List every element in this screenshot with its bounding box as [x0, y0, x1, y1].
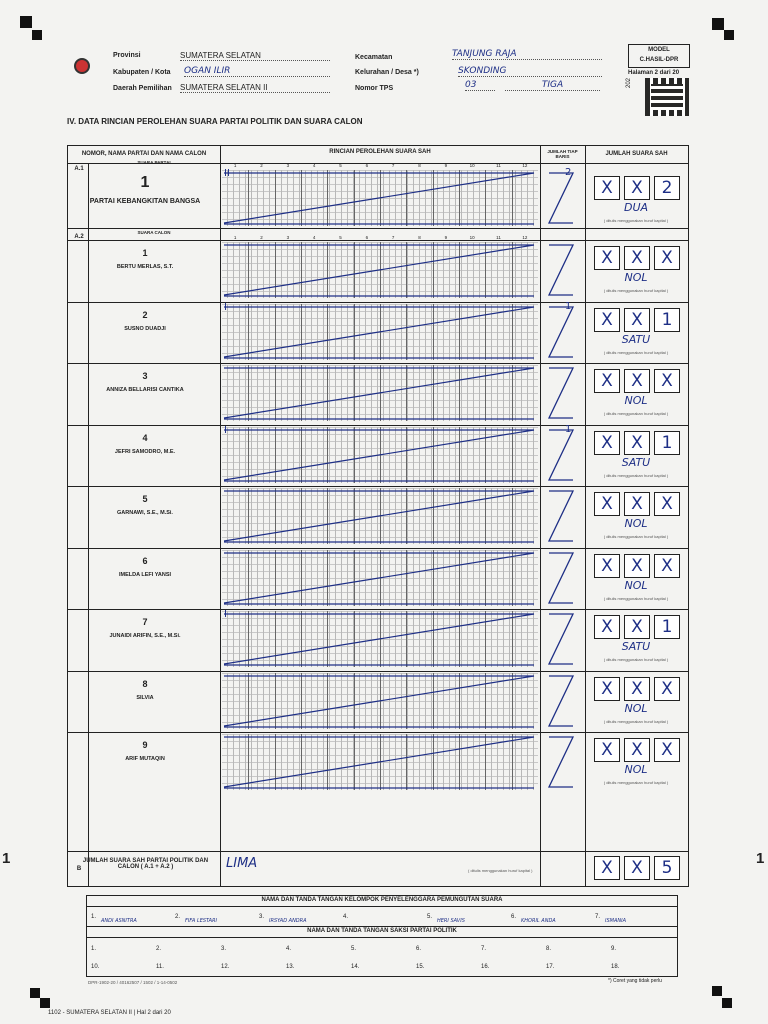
digit-box: X: [624, 246, 650, 270]
footer-label: 1102 - SUMATERA SELATAN II | Hal 2 dari 20: [48, 1010, 171, 1016]
year-vertical: 202: [626, 77, 632, 88]
saksi-number: 3.: [221, 946, 227, 952]
saksi-number: 1.: [91, 946, 97, 952]
model-line1: MODEL: [648, 47, 670, 53]
total-in-words: NOL: [624, 578, 648, 592]
column-number: 6: [365, 235, 369, 240]
section-title: IV. DATA RINCIAN PEROLEHAN SUARA PARTAI POLITIK DAN SUARA CALON: [67, 117, 363, 126]
total-boxes: [588, 677, 684, 725]
row-divider: [68, 363, 688, 364]
saksi-number: 18.: [611, 964, 620, 970]
column-number: 8: [418, 235, 421, 240]
tally-strike-line: [222, 301, 538, 360]
digit-box: X: [624, 369, 650, 393]
column-number: 12: [522, 163, 528, 168]
kpu-logo: [74, 58, 90, 74]
digit-box: X: [594, 176, 620, 200]
row-total-strike: [543, 611, 583, 667]
digit-box: X: [654, 246, 680, 270]
row-total-value: 1: [565, 300, 572, 312]
column-number: 9: [444, 235, 448, 240]
digit-box: 2: [654, 176, 680, 200]
total-boxes: [588, 431, 684, 479]
side-number-left: 1: [2, 850, 11, 867]
tally-strike-line: [222, 488, 538, 544]
digit-box: X: [594, 615, 620, 639]
party-name: PARTAI KEBANGKITAN BANGSA: [89, 198, 201, 205]
column-number: 4: [312, 235, 316, 240]
tally-grid: [222, 550, 538, 606]
z-strike: [543, 611, 583, 667]
digit-box: X: [594, 738, 620, 762]
tps-label: Nomor TPS: [355, 85, 394, 92]
z-strike: [543, 550, 583, 606]
column-number: 12: [522, 235, 528, 240]
digit-box: X: [654, 738, 680, 762]
candidate-number: 4: [142, 432, 148, 443]
vote-table: [67, 145, 689, 887]
candidate-name: IMELDA LEFI YANSI: [118, 571, 172, 578]
candidate-number: 7: [142, 617, 148, 627]
tally-grid: [222, 170, 538, 226]
column-number: 11: [496, 163, 501, 168]
digit-box: X: [594, 246, 620, 270]
tally-grid: [222, 673, 538, 729]
row-divider: [68, 302, 688, 303]
total-in-words: DUA: [623, 201, 649, 214]
digit-box: X: [624, 677, 650, 701]
kpps-name: HERI SAVIS: [437, 918, 465, 924]
candidate-number: 9: [142, 740, 148, 750]
kpps-number: 1.: [91, 914, 97, 920]
tally-strike-line: [222, 242, 538, 298]
candidate-name: BERTU MERLAS, S.T.: [116, 264, 174, 270]
column-number: 1: [233, 235, 237, 240]
column-number: 9: [444, 163, 448, 168]
candidate-name: SUSNO DUADJI: [124, 325, 166, 332]
digit-box: X: [654, 554, 680, 578]
saksi-number: 14.: [351, 964, 360, 970]
digit-box: X: [654, 677, 680, 701]
digit-box: X: [624, 554, 650, 578]
column-number: 7: [391, 235, 395, 240]
hint-text: ( ditulis menggunakan huruf kapital ): [603, 472, 669, 478]
column-number: 11: [496, 235, 501, 240]
total-boxes: [588, 308, 684, 356]
candidate-number: 3: [142, 371, 148, 381]
tally-marks: II: [224, 168, 230, 179]
row-total-strike: [543, 242, 583, 298]
kecamatan-label: Kecamatan: [355, 54, 393, 61]
tally-grid: [222, 611, 538, 667]
total-in-words: NOL: [624, 394, 648, 407]
column-number: 5: [339, 235, 342, 240]
header-col1: NOMOR, NAMA PARTAI DAN NAMA CALON: [81, 151, 207, 157]
candidate-number: 1: [142, 248, 148, 258]
registration-mark: [40, 998, 50, 1008]
footer-code: DPR-1902-20 / 40162507 / 1502 / 1-14-0502: [88, 980, 178, 985]
saksi-number: 11.: [156, 964, 164, 970]
hint-text: ( ditulis menggunakan huruf kapital ): [603, 780, 669, 785]
candidate-name: ANNIZA BELLARISI CANTIKA: [106, 387, 184, 393]
digit-box: X: [594, 677, 620, 701]
total-hint: ( ditulis menggunakan huruf kapital ): [468, 868, 533, 873]
tally-strike-line: [222, 365, 538, 421]
kelurahan-value: SKONDING: [458, 66, 602, 77]
row-total-strike: [543, 365, 583, 421]
tps-value: 03: [465, 80, 495, 91]
signature-table: [86, 895, 678, 977]
tally-strike-line: [222, 673, 538, 729]
z-strike: [543, 170, 583, 226]
candidate-name: SILVIA: [136, 694, 154, 701]
kpps-number: 2.: [175, 914, 181, 920]
kabupaten-value: OGAN ILIR: [184, 66, 330, 77]
digit-box: X: [624, 856, 650, 880]
digit-box: X: [594, 308, 620, 332]
kpps-name: FIFA LESTARI: [185, 918, 218, 924]
suara-calon-label: SUARA CALON: [137, 230, 171, 235]
saksi-number: 17.: [546, 964, 555, 970]
kpps-name: ISMANIA: [605, 918, 627, 924]
candidate-number: 6: [142, 555, 148, 566]
party-code: A.1: [74, 166, 84, 172]
kpps-number: 4.: [343, 914, 349, 920]
row-divider: [68, 240, 688, 241]
candidate-name: JEFRI SAMODRO, M.E.: [114, 448, 176, 455]
candidate-number: 5: [142, 494, 148, 504]
hint-text: ( ditulis menggunakan huruf kapital ): [603, 288, 669, 293]
total-boxes: [588, 492, 684, 540]
saksi-number: 5.: [351, 946, 357, 952]
row-total-strike: [543, 550, 583, 606]
row-divider: [68, 548, 688, 549]
tally-grid: [222, 734, 538, 790]
registration-mark: [712, 18, 724, 30]
digit-box: 1: [654, 431, 680, 455]
total-code: B: [76, 866, 82, 872]
total-in-words: SATU: [621, 332, 651, 346]
column-number: 10: [469, 235, 475, 240]
kpps-name: IRSYAD ANDRA: [269, 918, 307, 924]
column-number: 5: [339, 163, 342, 168]
column-number: 1: [233, 163, 237, 168]
row-divider: [68, 732, 688, 733]
registration-mark: [722, 998, 732, 1008]
digit-box: X: [594, 856, 620, 880]
dapil-label: Daerah Pemilihan: [113, 85, 172, 92]
tally-grid: [222, 301, 538, 360]
provinsi-label: Provinsi: [113, 52, 141, 59]
saksi-number: 10.: [91, 964, 100, 970]
header-col4: JUMLAH SUARA SAH: [605, 151, 668, 157]
total-in-words: NOL: [624, 701, 648, 715]
digit-box: X: [654, 492, 680, 516]
kpps-number: 3.: [259, 914, 265, 920]
column-number: 3: [286, 163, 290, 168]
z-strike: [543, 427, 583, 483]
tally-grid: [222, 424, 538, 483]
tps-words: TIGA: [505, 80, 600, 91]
kelurahan-label: Kelurahan / Desa *): [355, 69, 419, 76]
qr-code: [645, 78, 689, 116]
tally-strike-line: [222, 734, 538, 790]
column-number: 7: [391, 163, 395, 168]
z-strike: [543, 242, 583, 298]
row-total-strike: [543, 734, 583, 790]
registration-mark: [724, 30, 734, 40]
header-col2: RINCIAN PEROLEHAN SUARA SAH: [329, 149, 431, 155]
digit-box: 1: [654, 308, 680, 332]
provinsi-value: SUMATERA SELATAN: [180, 51, 330, 61]
column-number: 2: [260, 163, 263, 168]
row-total-strike: [543, 167, 583, 226]
row-total-strike: [543, 423, 583, 483]
column-number: 4: [312, 163, 316, 168]
row-divider: [68, 486, 688, 487]
saksi-number: 16.: [481, 964, 490, 970]
column-number: 6: [365, 163, 369, 168]
registration-mark: [32, 30, 42, 40]
column-number: 8: [418, 163, 421, 168]
candidate-number: 8: [142, 678, 148, 689]
digit-box: 1: [654, 615, 680, 639]
saksi-number: 12.: [221, 964, 230, 970]
tally-grid: [222, 488, 538, 544]
tally-marks: I: [224, 609, 227, 620]
registration-mark: [20, 16, 32, 28]
total-boxes: [588, 246, 684, 294]
saksi-number: 9.: [611, 946, 617, 952]
kabupaten-label: Kabupaten / Kota: [113, 69, 171, 76]
hint-text: ( ditulis menggunakan huruf kapital ): [603, 218, 669, 223]
side-number-right: 1: [756, 850, 765, 867]
total-in-words: SATU: [621, 640, 651, 653]
z-strike: [543, 488, 583, 544]
digit-box: X: [594, 369, 620, 393]
column-number: 3: [286, 235, 290, 240]
digit-box: X: [624, 431, 650, 455]
candidate-name: GARNAWI, S.E., M.Si.: [117, 510, 173, 516]
total-in-words: SATU: [621, 455, 651, 469]
row-divider: [68, 609, 688, 610]
row-total-strike: [543, 300, 583, 360]
saksi-number: 15.: [416, 964, 425, 970]
total-in-words: NOL: [624, 763, 648, 776]
z-strike: [543, 673, 583, 729]
saksi-number: 13.: [286, 964, 295, 970]
digit-box: X: [594, 492, 620, 516]
total-in-words: NOL: [624, 517, 648, 530]
registration-mark: [712, 986, 722, 996]
column-number: 2: [260, 235, 263, 240]
saksi-number: 7.: [481, 946, 487, 952]
total-label: JUMLAH SUARA SAH PARTAI POLITIK DAN CALON ( A.1 + A.2 ): [82, 858, 209, 870]
row-total-value: 2: [565, 167, 572, 178]
total-in-words: NOL: [624, 271, 648, 284]
calon-code: A.2: [74, 234, 84, 240]
candidate-name: JUNAIDI ARIFIN, S.E., M.Si.: [109, 633, 181, 639]
tally-strike-line: [222, 611, 538, 667]
digit-box: X: [594, 431, 620, 455]
total-words: LIMA: [226, 856, 258, 871]
saksi-number: 8.: [546, 946, 552, 952]
row-divider: [68, 671, 688, 672]
hint-text: ( ditulis menggunakan huruf kapital ): [603, 534, 669, 539]
digit-box: X: [624, 308, 650, 332]
candidate-number: 2: [142, 309, 148, 320]
dapil-value: SUMATERA SELATAN II: [180, 83, 330, 93]
saksi-title: NAMA DAN TANDA TANGAN SAKSI PARTAI POLITIK: [307, 928, 457, 934]
candidate-name: ARIF MUTAQIN: [125, 756, 165, 762]
hint-text: ( ditulis menggunakan huruf kapital ): [603, 595, 669, 601]
tally-marks: I: [224, 301, 227, 313]
digit-box: X: [654, 369, 680, 393]
hint-text: ( ditulis menggunakan huruf kapital ): [603, 349, 669, 355]
z-strike: [543, 734, 583, 790]
tally-grid: [222, 365, 538, 421]
digit-box: X: [624, 492, 650, 516]
model-line2: C.HASIL-DPR: [639, 57, 679, 63]
row-total-strike: [543, 673, 583, 729]
tally-strike-line: [222, 170, 538, 226]
kpps-name: KHORIL ANDA: [521, 918, 556, 924]
kpps-number: 5.: [427, 914, 433, 920]
model-box: [628, 44, 690, 68]
total-boxes: [588, 554, 684, 602]
digit-box: X: [624, 615, 650, 639]
digit-box: X: [624, 738, 650, 762]
tally-strike-line: [222, 550, 538, 606]
digit-box: X: [594, 554, 620, 578]
row-total-value: 1: [565, 423, 572, 435]
registration-mark: [30, 988, 40, 998]
hint-text: ( ditulis menggunakan huruf kapital ): [603, 718, 669, 724]
hint-text: ( ditulis menggunakan huruf kapital ): [603, 411, 669, 416]
grand-total-boxes: [588, 856, 684, 882]
saksi-number: 2.: [156, 946, 162, 952]
kpps-number: 6.: [511, 914, 517, 920]
tally-strike-line: [222, 424, 538, 483]
z-strike: [543, 365, 583, 421]
digit-box: 5: [654, 856, 680, 880]
total-boxes: [588, 176, 684, 224]
saksi-number: 4.: [286, 946, 292, 952]
kpps-name: ANDI ASNITRA: [101, 918, 137, 924]
tally-marks: I: [224, 424, 227, 436]
kpps-title: NAMA DAN TANDA TANGAN KELOMPOK PENYELENGGARA PEMUNGUTAN SUARA: [261, 897, 503, 903]
kpps-number: 7.: [595, 914, 601, 920]
suara-partai-label: SUARA PARTAI: [137, 160, 171, 165]
total-boxes: [588, 615, 684, 663]
page-indicator: Halaman 2 dari 20: [628, 70, 680, 76]
column-number: 10: [469, 163, 475, 168]
z-strike: [543, 304, 583, 360]
footnote: *) Coret yang tidak perlu: [608, 978, 662, 984]
digit-box: X: [624, 176, 650, 200]
row-divider: [68, 425, 688, 426]
party-number: 1: [140, 174, 150, 191]
total-boxes: [588, 369, 684, 417]
kecamatan-value: TANJUNG RAJA: [452, 49, 602, 60]
tally-grid: [222, 242, 538, 298]
total-boxes: [588, 738, 684, 786]
row-total-strike: [543, 488, 583, 544]
hint-text: ( ditulis menggunakan huruf kapital ): [603, 657, 669, 662]
header-col3: JUMLAH TIAP BARIS: [547, 149, 578, 159]
saksi-number: 6.: [416, 946, 422, 952]
